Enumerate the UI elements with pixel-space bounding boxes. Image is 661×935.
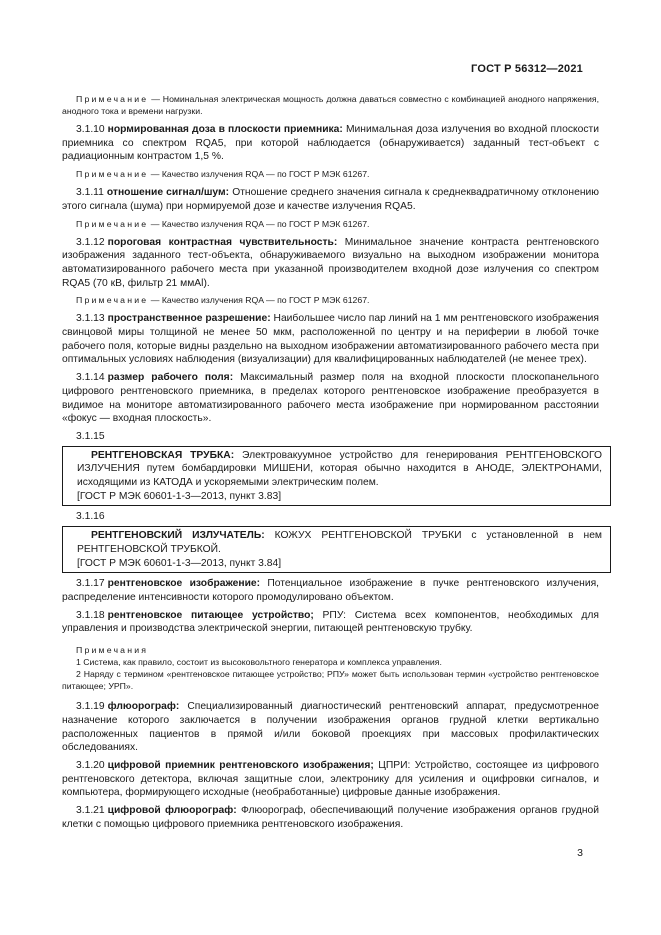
definition-3-1-13: 3.1.13 пространственное разрешение: Наибольшее число пар линий на 1 мм рентгеновского изображения свинцовой миры толщиной не менее 50 мкм, расположенной по центру и на периферии в любой точке рабочего поля, которые видны раздельно на выходном изображении автоматизированного рабочего места при оптимальных условиях наблюдения (визуализации) для квалифицированных наблюдателей (не менее трех). bbox=[62, 313, 599, 366]
page-number: 3 bbox=[577, 847, 583, 859]
source-reference: [ГОСТ Р МЭК 60601-1-3—2013, пункт 3.83] bbox=[77, 490, 282, 502]
note: Примечание — Качество излучения RQA — по ГОСТ Р МЭК 61267. bbox=[76, 295, 370, 306]
boxed-definition-3-1-16: РЕНТГЕНОВСКИЙ ИЗЛУЧАТЕЛЬ: КОЖУХ РЕНТГЕНОВСКОЙ ТРУБКИ с установленной в нем РЕНТГЕНОВСКОЙ ТРУБКОЙ. [ГОСТ Р МЭК 60601-1-3—2013, пункт 3.84] bbox=[62, 526, 611, 573]
definition-3-1-19: 3.1.19 флюорограф: Специализированный диагностический рентгеновский аппарат, предусмотренное назначение которого заключается в получении изображения органов грудной клетки вертикально расположенных пациентов в прямой и/или боковой проекциях при массовых профилактических обследованиях. bbox=[62, 701, 599, 754]
definition-3-1-10: 3.1.10 нормированная доза в плоскости приемника: Минимальная доза излучения во входной плоскости приемника со спектром RQA5, при которой наблюдается (обнаруживается) заданный тест-объект с радиационным контрастом 1,5 %. bbox=[62, 124, 600, 163]
definition-3-1-14: 3.1.14 размер рабочего поля: Максимальный размер поля на входной плоскости плоскопанельного цифрового рентгеновского приемника, в пределах которого рентгеновское изображение преобразуется в видимое на мониторе автоматизированного рабочего места изображение при нормированном расстоянии «фокус — входная плоскость». bbox=[62, 372, 599, 425]
notes-heading: Примечания bbox=[76, 645, 149, 656]
definition-3-1-11: 3.1.11 отношение сигнал/шум: Отношение среднего значения сигнала к среднеквадратичному отклонению этого сигнала (шума) при нормируемой дозе и качестве излучения RQA5. bbox=[62, 187, 599, 212]
clause-number: 3.1.15 bbox=[76, 430, 105, 442]
boxed-definition-3-1-15: РЕНТГЕНОВСКАЯ ТРУБКА: Электровакуумное устройство для генерирования РЕНТГЕНОВСКОГО ИЗЛУЧЕНИЯ путем бомбардировки МИШЕНИ, которая обычно находится в АНОДЕ, ЭЛЕКТРОНАМИ, исходящими из КАТОДА и ускоряемыми электрическим полем. [ГОСТ Р МЭК 60601-1-3—2013, пункт 3.83] bbox=[62, 446, 611, 507]
clause-number: 3.1.16 bbox=[76, 511, 105, 523]
definition-3-1-12: 3.1.12 пороговая контрастная чувствительность: Минимальное значение контраста рентгеновского изображения заданного тест-объекта, обнаруживаемого визуально на выходном изображении монитора автоматизированного рабочего места при указанной производителем входной дозе излучения со спектром RQA5 (70 кВ, фильтр 21 ммAl). bbox=[62, 236, 599, 289]
note-item: 2 Наряду с термином «рентгеновское питающее устройство; РПУ» может быть использован термин «устройство рентгеновское питающее; УРП». bbox=[62, 669, 599, 692]
definition-3-1-20: 3.1.20 цифровой приемник рентгеновского изображения; ЦПРИ: Устройство, состоящее из цифрового рентгеновского детектора, включая защитные слои, электронику для усиления и оцифровки сигналов, и компьютера, формирующего исходные (необработанные) цифровые данные изображения. bbox=[62, 759, 599, 799]
note: Примечание — Качество излучения RQA — по ГОСТ Р МЭК 61267. bbox=[76, 169, 370, 180]
definition-3-1-17: 3.1.17 рентгеновское изображение: Потенциальное изображение в пучке рентгеновского излучения, распределение интенсивности которого промодулировано объектом. bbox=[62, 578, 600, 603]
definition-3-1-21: 3.1.21 цифровой флюорограф: Флюорограф, обеспечивающий получение изображения органов грудной клетки с помощью цифрового приемника рентгеновского изображения. bbox=[62, 805, 599, 830]
document-body bbox=[62, 90, 603, 835]
definition-3-1-18: 3.1.18 рентгеновское питающее устройство; РПУ: Система всех компонентов, необходимых для управления и производства электрической энергии, питающей рентгеновскую трубку. bbox=[62, 609, 599, 635]
note: Примечание — Номинальная электрическая мощность должна даваться совместно с комбинацией анодного напряжения, анодного тока и времени нагрузки. bbox=[62, 94, 600, 116]
note-item: 1 Система, как правило, состоит из высоковольтного генератора и комплекса управления. bbox=[76, 657, 442, 668]
source-reference: [ГОСТ Р МЭК 60601-1-3—2013, пункт 3.84] bbox=[77, 557, 282, 569]
standard-header: ГОСТ Р 56312—2021 bbox=[471, 63, 583, 75]
note: Примечание — Качество излучения RQA — по ГОСТ Р МЭК 61267. bbox=[76, 218, 370, 229]
